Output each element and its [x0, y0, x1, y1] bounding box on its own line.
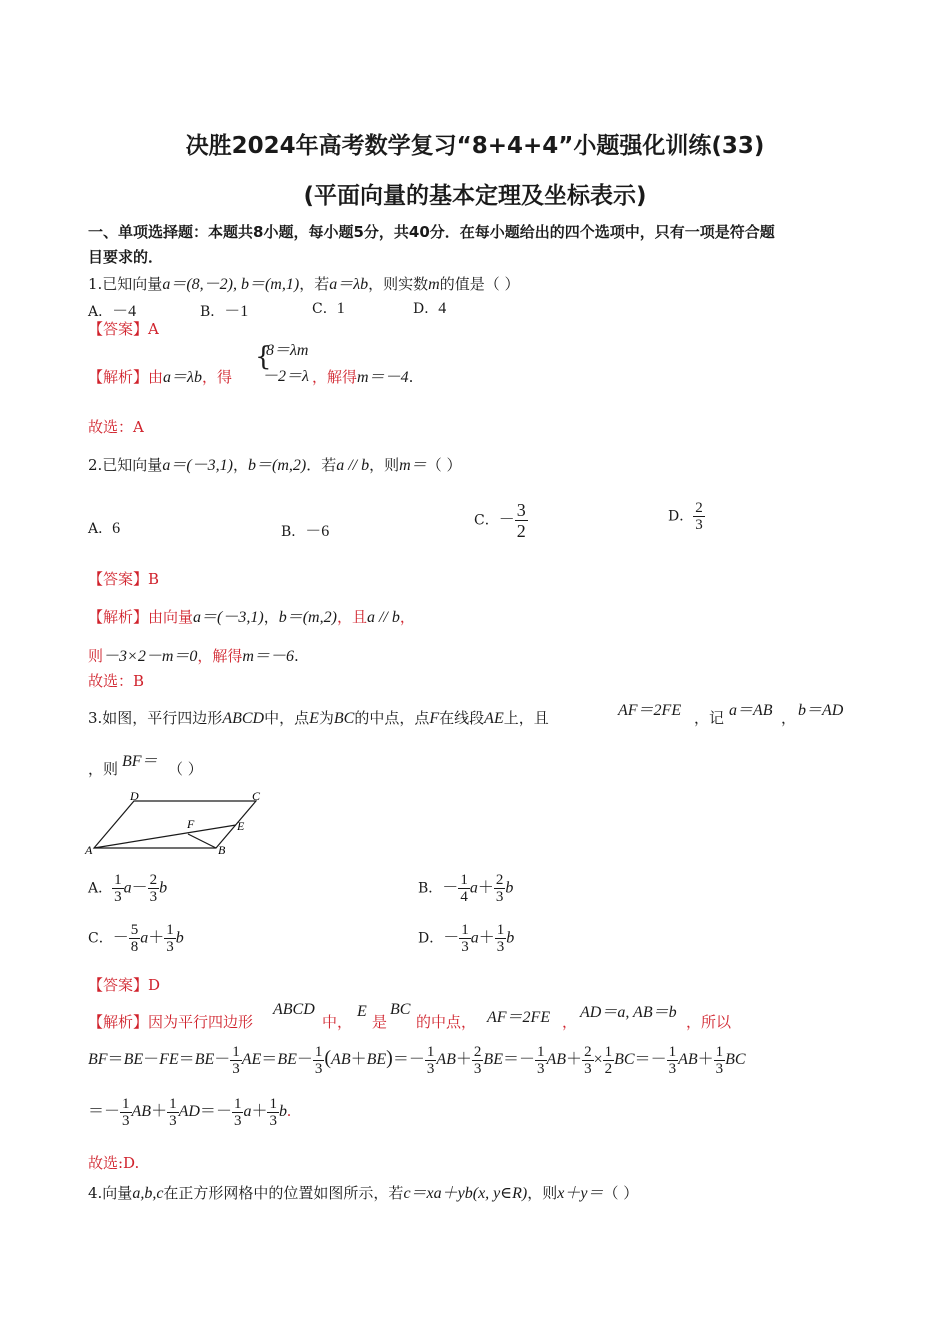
q3-derivation-line-1 — [88, 1044, 746, 1077]
q2-analysis-text-b: ，且 — [336, 608, 367, 626]
q1-stem-text-a: 1.已知向量 — [88, 275, 163, 293]
q1-option-a-value: －4 — [112, 303, 137, 320]
q3-option-b-var-a: a — [469, 879, 478, 897]
q2-option-a-label: A． — [88, 521, 113, 537]
q2-answer — [88, 568, 159, 589]
q3-eq1-plus-4: ＋ — [697, 1051, 714, 1069]
q3-eq1-frac-6-den: 3 — [584, 1061, 592, 1077]
q1-analysis-period: . — [408, 368, 414, 386]
q3-eq1-frac-1-num: 1 — [232, 1044, 240, 1060]
q3-stem-text-d: 的中点，点 — [354, 709, 430, 727]
q3-eq1-plus-1: ＋ — [350, 1051, 367, 1069]
q1-option-c-value: 1 — [336, 300, 345, 317]
q1-analysis — [88, 364, 232, 387]
q3-parallelogram-figure — [84, 788, 274, 858]
q3-eq1-frac-9-num: 1 — [715, 1044, 724, 1060]
q3-eq1-frac-8-num: 1 — [668, 1044, 677, 1060]
q3-analysis-text-a: 因为平行四边形 — [148, 1013, 254, 1031]
q2-analysis-1 — [88, 604, 415, 627]
q3-eq2-period: . — [286, 1103, 291, 1121]
q4-stem-math-equation: c＝xa＋yb(x, y∈R) — [403, 1185, 528, 1202]
q3-eq1-times: × — [593, 1051, 603, 1069]
q3-label-f: F — [187, 817, 195, 831]
q3-option-c-frac-2 — [164, 922, 176, 955]
q2-analysis-comma: ， — [263, 608, 279, 626]
q3-eq1-be-3: BE — [277, 1051, 297, 1069]
q3-eq1-frac-2 — [313, 1044, 325, 1077]
q3-stem-text-e: 在线段 — [439, 709, 485, 727]
q3-stem-math-bf: BF＝ — [122, 753, 158, 770]
q2-option-b-value: －6 — [305, 523, 330, 540]
q1-system-eq-1: 8＝λm — [266, 342, 309, 359]
q3-eq2-eq-1: ＝ — [88, 1103, 105, 1121]
q3-eq1-frac-1 — [230, 1044, 242, 1077]
q3-option-b-frac-2-den: 3 — [495, 889, 504, 905]
q3-eq2-frac-2 — [167, 1096, 179, 1129]
q3-eq2-frac-1-num: 1 — [122, 1096, 130, 1112]
q3-eq1-eq-2: ＝ — [178, 1051, 195, 1069]
q1-answer-value: A — [148, 320, 159, 338]
q3-stem-comma: ， — [781, 709, 797, 727]
q3-stem-text-g: ，记 — [694, 709, 725, 727]
q3-option-a-frac-1 — [112, 872, 124, 905]
q1-option-b — [200, 298, 248, 321]
q3-analysis-text-c: 是 — [372, 1013, 388, 1031]
q2-analysis-math-parallel: a // b — [366, 609, 400, 626]
q3-eq2-frac-2-den: 3 — [169, 1113, 177, 1129]
q1-analysis-text-b: ，得 — [201, 368, 232, 386]
q3-option-d-plus: ＋ — [478, 929, 495, 947]
q3-eq1-be-2: BE — [194, 1051, 215, 1069]
q2-stem-text-d: （ ） — [426, 456, 462, 474]
q3-analysis-e: E — [357, 1003, 367, 1020]
q3-stem-text-c: 为 — [318, 709, 334, 727]
q3-option-b — [418, 872, 513, 905]
q2-option-a — [88, 518, 120, 538]
q3-eq1-frac-1-den: 3 — [232, 1061, 240, 1077]
q3-option-a-frac-2 — [148, 872, 160, 905]
q3-eq1-frac-8-den: 3 — [668, 1061, 677, 1077]
q2-option-d — [668, 500, 705, 533]
q1-stem-text-d: 的值是（ ） — [439, 275, 520, 293]
q1-analysis-tail — [312, 364, 413, 387]
q2-option-c-fraction — [515, 500, 528, 541]
q1-stem-math-relation: a＝λb — [329, 276, 369, 293]
q3-eq2-frac-4-num: 1 — [269, 1096, 277, 1112]
q3-analysis-abcd: ABCD — [273, 1001, 315, 1018]
q3-option-c-frac-1-den: 8 — [130, 939, 139, 955]
q3-analysis-math-defs: AD＝a, AB＝b — [580, 1004, 677, 1021]
q3-eq1-frac-7-num: 1 — [604, 1044, 613, 1060]
q3-stem-line-1 — [88, 707, 549, 728]
q1-option-c-label: C． — [312, 301, 337, 317]
q1-option-d — [413, 298, 446, 318]
q3-eq1-ae: AE — [241, 1051, 262, 1069]
q3-stem-e: E — [309, 710, 319, 727]
q3-eq1-minus-4: － — [408, 1051, 425, 1069]
q3-option-c-plus: ＋ — [148, 929, 165, 947]
q2-stem-math-m: m＝ — [399, 457, 427, 474]
q2-option-d-label: D． — [668, 508, 694, 525]
q2-analysis-label: 【解析】 — [88, 608, 149, 626]
q4-stem — [88, 1180, 638, 1203]
q3-final-choice: 故选:D. — [88, 1154, 140, 1172]
q3-eq2-plus-2: ＋ — [251, 1103, 268, 1121]
q3-stem-math-a-def: a＝AB — [729, 702, 773, 719]
q3-stem-math-af: AF＝2FE — [618, 702, 682, 719]
q3-option-d-frac-1-num: 1 — [461, 922, 469, 938]
q3-option-c-frac-1 — [129, 922, 141, 955]
q3-eq2-frac-2-num: 1 — [169, 1096, 177, 1112]
q3-analysis-text-b: 中， — [322, 1013, 353, 1031]
q2-stem-text-b: ．若 — [306, 456, 337, 474]
q3-option-d — [418, 922, 514, 955]
q1-stem-math-vectors: a＝(8,－2), b＝(m,1) — [162, 276, 300, 293]
q3-stem-f: F — [429, 710, 440, 727]
q3-option-c-minus: － — [112, 929, 129, 947]
q3-option-a-minus: － — [131, 879, 148, 897]
q3-eq1-ab-3: AB — [546, 1051, 567, 1069]
q3-label-a: A — [85, 843, 93, 857]
q3-option-b-plus: ＋ — [477, 879, 494, 897]
q3-parallelogram — [94, 801, 256, 848]
q3-stem-text-b: 中，点 — [264, 709, 310, 727]
q4-stem-math-sum: x＋y＝ — [557, 1185, 604, 1202]
q2-option-c-sign: － — [498, 511, 515, 529]
q3-eq2-ab: AB — [131, 1103, 152, 1121]
q3-option-b-frac-1-den: 4 — [460, 889, 468, 905]
q3-option-b-label: B． — [418, 880, 443, 897]
q3-eq1-frac-4-den: 3 — [473, 1061, 482, 1077]
q1-analysis-text-a: 由 — [148, 368, 164, 386]
q3-option-b-var-b: b — [505, 879, 514, 897]
q3-eq2-ad: AD — [178, 1103, 200, 1121]
q2-analysis2-math-equation: －3×2－m＝0 — [103, 648, 198, 665]
q3-eq1-frac-6 — [582, 1044, 594, 1077]
q3-option-d-frac-1 — [459, 922, 471, 955]
q3-option-c-var-a: a — [140, 929, 149, 947]
q3-segment-bf — [188, 834, 216, 848]
q4-stem-text-d: （ ） — [603, 1184, 639, 1202]
q3-eq2-frac-4 — [267, 1096, 279, 1129]
q1-stem — [88, 271, 520, 294]
q2-stem-text-a: 2.已知向量 — [88, 456, 163, 474]
q1-stem-math-m: m — [428, 276, 440, 293]
q3-analysis-bc: BC — [390, 1001, 411, 1018]
q2-analysis2-period: . — [293, 647, 299, 665]
q3-eq2-plus-1: ＋ — [151, 1103, 168, 1121]
q2-option-d-fraction — [693, 500, 705, 533]
q2-answer-value: B — [148, 570, 160, 588]
q3-option-d-label: D． — [418, 930, 444, 947]
q3-option-a-var-a: a — [123, 879, 132, 897]
q1-stem-text-c: ，则实数 — [368, 275, 429, 293]
q3-eq1-frac-9-den: 3 — [715, 1061, 724, 1077]
q3-option-c-frac-1-num: 5 — [130, 922, 139, 938]
q2-option-b — [281, 518, 329, 541]
q3-eq2-minus-1: － — [104, 1103, 121, 1121]
q3-eq1-minus-2: － — [214, 1051, 231, 1069]
q3-option-d-frac-2-den: 3 — [496, 939, 505, 955]
q3-eq1-frac-7 — [603, 1044, 615, 1077]
q3-eq1-frac-4 — [472, 1044, 484, 1077]
title-line-1: 决胜2024年高考数学复习“8+4+4”小题强化训练(33) — [185, 133, 765, 159]
q4-stem-text-c: ，则 — [527, 1184, 558, 1202]
q2-final-choice: 故选：B — [88, 672, 145, 690]
q1-stem-text-b: ，若 — [299, 275, 330, 293]
q3-eq1-bc-1: BC — [614, 1051, 635, 1069]
q3-eq1-ab-1: AB — [331, 1051, 351, 1069]
q3-stem-abcd: ABCD — [222, 710, 265, 727]
q3-stem-text-f: 上，且 — [503, 709, 549, 727]
q3-eq1-frac-8 — [667, 1044, 679, 1077]
q3-option-b-frac-2-num: 2 — [495, 872, 504, 888]
q3-option-a — [88, 872, 167, 905]
q3-eq1-paren-open: ( — [324, 1047, 332, 1070]
q3-eq2-frac-3 — [232, 1096, 244, 1129]
q3-eq1-frac-5-den: 3 — [537, 1061, 545, 1077]
q1-system-brace: { — [255, 342, 272, 372]
q3-eq1-be-1: BE — [123, 1051, 144, 1069]
q3-eq1-frac-3 — [425, 1044, 437, 1077]
q2-option-d-denominator: 3 — [695, 517, 703, 533]
q3-answer — [88, 974, 160, 995]
q3-eq2-frac-3-num: 1 — [233, 1096, 242, 1112]
q2-analysis2-text-b: ，解得 — [197, 647, 243, 665]
q3-stem-text-a: 3.如图，平行四边形 — [88, 709, 223, 727]
q2-analysis-math-a: a＝(－3,1) — [193, 609, 264, 626]
q3-option-d-minus: － — [443, 929, 460, 947]
section-header-line-2: 目要求的． — [88, 248, 164, 266]
q2-stem — [88, 452, 461, 475]
q1-analysis-text-c: ，解得 — [312, 368, 358, 386]
q3-option-d-var-b: b — [506, 929, 515, 947]
q3-eq1-minus-5: － — [518, 1051, 535, 1069]
q2-option-c-denominator: 2 — [516, 521, 526, 541]
q3-eq2-eq-2: ＝ — [199, 1103, 216, 1121]
q1-option-b-label: B． — [200, 304, 225, 320]
q3-eq1-minus-3: － — [296, 1051, 313, 1069]
q3-eq1-fe: FE — [159, 1051, 179, 1069]
q3-eq2-frac-4-den: 3 — [269, 1113, 277, 1129]
section-header-line-1: 一、单项选择题：本题共8小题，每小题5分，共40分．在每小题给出的四个选项中，只有一项是符合题 — [88, 223, 775, 241]
q3-stem-line-2 — [88, 758, 118, 779]
q2-stem-text-c: ，则 — [369, 456, 400, 474]
q3-eq1-plus-2: ＋ — [455, 1051, 472, 1069]
q3-option-a-var-b: b — [159, 879, 168, 897]
q1-option-a-label: A． — [88, 304, 113, 320]
q3-eq1-bf: BF — [88, 1051, 108, 1069]
q2-analysis-math-b: b＝(m,2) — [278, 609, 337, 626]
title-line-2: (平面向量的基本定理及坐标表示) — [303, 183, 647, 209]
q3-answer-label: 【答案】 — [88, 976, 149, 994]
q3-eq2-minus-2: － — [215, 1103, 232, 1121]
q3-eq1-plus-3: ＋ — [566, 1051, 583, 1069]
q2-analysis-text-c: ， — [399, 608, 415, 626]
q3-eq1-frac-2-den: 3 — [314, 1061, 323, 1077]
q3-option-c-frac-2-num: 1 — [166, 922, 174, 938]
q3-eq1-frac-5-num: 1 — [537, 1044, 545, 1060]
q3-option-b-frac-1-num: 1 — [460, 872, 468, 888]
q2-analysis-text-a: 由向量 — [148, 608, 194, 626]
q2-answer-label: 【答案】 — [88, 570, 149, 588]
q1-answer — [88, 318, 159, 339]
q2-option-c-label: C． — [474, 512, 499, 529]
q3-option-a-frac-1-den: 3 — [114, 889, 122, 905]
q1-option-c — [312, 298, 345, 318]
q3-option-a-frac-2-num: 2 — [149, 872, 158, 888]
q3-eq1-frac-4-num: 2 — [473, 1044, 482, 1060]
q3-eq1-frac-5 — [535, 1044, 547, 1077]
q1-analysis-math-relation: a＝λb — [163, 369, 202, 386]
q3-analysis-text-f: ，所以 — [686, 1013, 732, 1031]
q3-eq1-eq-1: ＝ — [107, 1051, 124, 1069]
q3-label-d: D — [130, 789, 139, 803]
q4-stem-text-a: 4.向量 — [88, 1184, 133, 1202]
q3-option-d-frac-2 — [495, 922, 507, 955]
q3-analysis — [88, 1011, 253, 1032]
q3-eq2-frac-3-den: 3 — [233, 1113, 242, 1129]
q3-option-c-frac-2-den: 3 — [166, 939, 174, 955]
q3-analysis-comma: ， — [562, 1013, 578, 1031]
q2-stem-comma: ， — [232, 456, 248, 474]
q2-option-b-label: B． — [281, 524, 306, 540]
q3-option-d-var-a: a — [470, 929, 479, 947]
q3-label-e: E — [237, 819, 245, 833]
q3-eq1-eq-3: ＝ — [261, 1051, 278, 1069]
q3-option-c-var-b: b — [175, 929, 184, 947]
q1-option-d-label: D． — [413, 301, 439, 317]
q3-analysis-text-d: 的中点， — [416, 1013, 477, 1031]
q3-eq1-bc-2: BC — [725, 1051, 746, 1069]
q2-analysis-2 — [88, 643, 299, 666]
q3-segment-ae — [94, 825, 236, 848]
q1-analysis-math-result: m＝－4 — [357, 369, 409, 386]
q3-eq1-frac-7-den: 2 — [604, 1061, 613, 1077]
q2-option-c — [474, 500, 528, 541]
q1-option-b-value: －1 — [224, 303, 249, 320]
q3-option-d-frac-2-num: 1 — [496, 922, 505, 938]
q3-eq2-var-a: a — [243, 1103, 252, 1121]
q3-eq1-frac-3-den: 3 — [426, 1061, 435, 1077]
q3-stem-text-h: ，则 — [88, 760, 119, 778]
q3-option-a-label: A． — [88, 880, 113, 897]
q1-option-d-value: 4 — [438, 300, 447, 317]
q3-stem-text-i: （ ） — [168, 760, 203, 778]
q1-analysis-label: 【解析】 — [88, 368, 149, 386]
q3-option-c-label: C． — [88, 930, 113, 947]
q4-stem-text-b: 在正方形网格中的位置如图所示，若 — [163, 1184, 404, 1202]
q3-label-c: C — [252, 789, 261, 803]
q1-answer-label: 【答案】 — [88, 320, 149, 338]
q2-analysis2-text-a: 则 — [88, 647, 104, 665]
q3-stem-math-b-def: b＝AD — [798, 702, 844, 719]
q2-option-a-value: 6 — [112, 520, 121, 537]
q2-stem-math-parallel: a // b — [336, 457, 370, 474]
q2-option-c-numerator: 3 — [516, 500, 526, 520]
q3-eq1-minus-6: － — [650, 1051, 667, 1069]
q3-eq1-eq-6: ＝ — [634, 1051, 651, 1069]
q3-eq2-var-b: b — [278, 1103, 287, 1121]
q2-stem-math-a: a＝(－3,1) — [162, 457, 233, 474]
q3-answer-value: D — [148, 976, 161, 994]
q3-analysis-math-af: AF＝2FE — [487, 1009, 551, 1026]
q1-final-choice: 故选：A — [88, 418, 144, 436]
q3-derivation-line-2 — [88, 1096, 291, 1129]
q3-option-a-frac-2-den: 3 — [149, 889, 158, 905]
q3-eq1-minus-1: － — [143, 1051, 160, 1069]
q3-eq1-be-4: BE — [366, 1051, 387, 1069]
q3-eq1-frac-6-num: 2 — [584, 1044, 592, 1060]
q2-option-d-numerator: 2 — [695, 500, 703, 516]
q3-eq1-ab-2: AB — [436, 1051, 456, 1069]
q3-eq1-eq-4: ＝ — [392, 1051, 409, 1069]
q4-stem-abc: a,b,c — [132, 1185, 164, 1202]
q3-eq1-be-5: BE — [483, 1051, 503, 1069]
q2-analysis2-math-result: m＝－6 — [242, 648, 294, 665]
q3-eq1-frac-3-num: 1 — [426, 1044, 435, 1060]
q3-option-d-frac-1-den: 3 — [461, 939, 469, 955]
q3-stem-ae: AE — [484, 710, 504, 727]
q3-option-a-frac-1-num: 1 — [114, 872, 122, 888]
q3-eq2-frac-1-den: 3 — [122, 1113, 130, 1129]
q3-option-c — [88, 922, 184, 955]
q3-eq1-frac-2-num: 1 — [314, 1044, 323, 1060]
q3-eq1-ab-4: AB — [678, 1051, 698, 1069]
q3-option-b-frac-2 — [494, 872, 506, 905]
q1-system-eq-2: －2＝λ — [262, 368, 309, 385]
q2-stem-math-b: b＝(m,2) — [248, 457, 307, 474]
q3-eq2-frac-1 — [120, 1096, 132, 1129]
q3-option-b-frac-1 — [458, 872, 470, 905]
q3-stem-bc: BC — [333, 710, 355, 727]
q3-analysis-label: 【解析】 — [88, 1013, 149, 1031]
q3-eq1-eq-5: ＝ — [502, 1051, 519, 1069]
q3-eq1-paren-close: ) — [386, 1047, 393, 1070]
q3-label-b: B — [218, 843, 226, 857]
q3-eq1-frac-9 — [714, 1044, 726, 1077]
q3-option-b-minus: － — [442, 879, 459, 897]
